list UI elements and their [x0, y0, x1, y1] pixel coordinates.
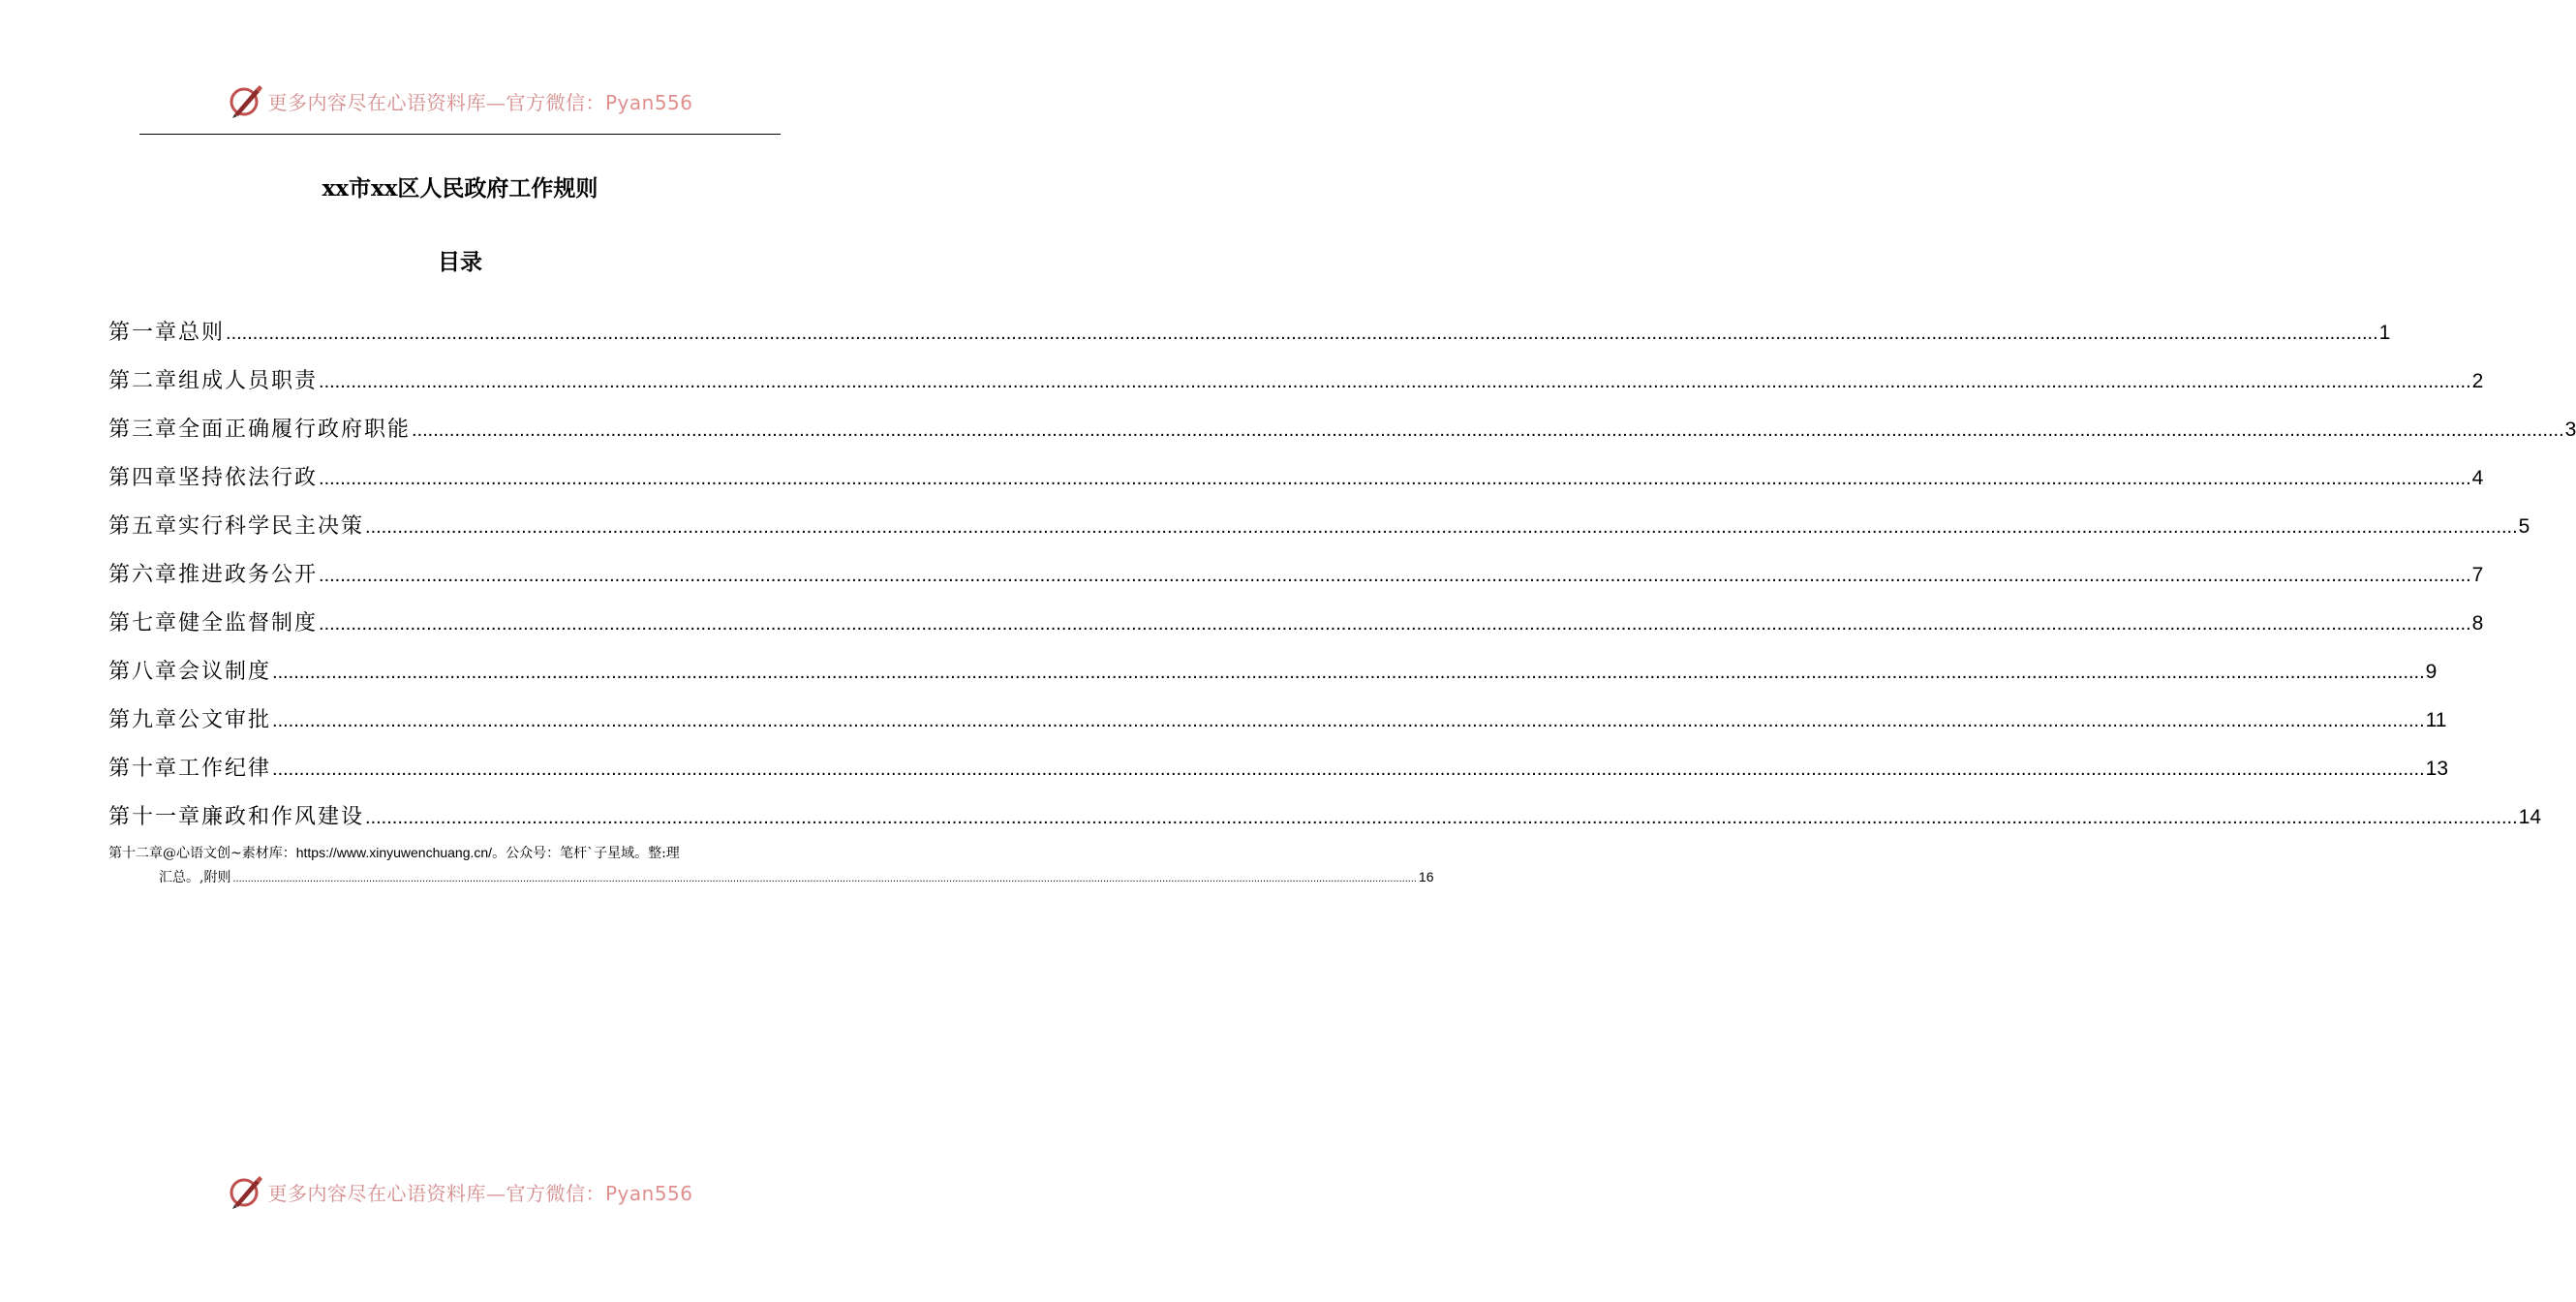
toc-entry[interactable] — [108, 703, 2447, 752]
website-link-text: https://www.xinyuwenchuang.cn/ — [295, 845, 493, 860]
toc-entry-label: 第一章总则 — [108, 321, 226, 345]
toc-entry-label: 第八章会议制度 — [108, 660, 272, 684]
toc-entry[interactable] — [108, 510, 2530, 558]
toc-entry-label: 第九章公文审批 — [108, 708, 272, 732]
toc-entry-label: 第四章坚持依法行政 — [108, 466, 319, 490]
banner-text: 更多内容尽在心语资料库—官方微信：Pyan556 — [267, 90, 693, 114]
toc-entry-page: 11 — [2425, 709, 2447, 731]
toc-leader-dots: ................................................................................................................................................................................................................................................................................................................................................................................................................ — [319, 613, 2471, 635]
toc-leader-dots: ................................................................................................................................................................................................................................................................................................................................................................................................................ — [272, 759, 2425, 780]
toc-entry-page: 7 — [2471, 564, 2484, 586]
toc-entry-page: 4 — [2471, 467, 2484, 489]
toc-entry-label: 第三章全面正确履行政府职能 — [108, 418, 412, 442]
toc-entry-label: 第七章健全监督制度 — [108, 611, 319, 636]
toc-last-line2 — [108, 865, 1434, 890]
toc-heading: 目录 — [438, 249, 482, 275]
toc-entry-label: 第十一章廉政和作风建设 — [108, 805, 365, 829]
toc-entry-page: 2 — [2471, 370, 2484, 392]
toc-entry[interactable] — [108, 461, 2484, 510]
pen-circle-logo-icon — [227, 81, 265, 120]
toc-leader-dots: ................................................................................................................................................................................................................................................................................................................................................................................................................ — [319, 565, 2471, 586]
toc-entry-last[interactable] — [108, 841, 1434, 890]
footer-watermark-banner — [0, 1170, 920, 1213]
document-title: xx市xx区人民政府工作规则 — [322, 175, 598, 202]
toc-entry[interactable] — [108, 364, 2484, 413]
toc-entry-label: 汇总。,附则 — [159, 870, 231, 885]
toc-entry-page: 13 — [2425, 758, 2449, 780]
toc-leader-dots: ................................................................................................................................................................................................................................................................................................................................................................................................................ — [365, 807, 2518, 828]
banner-text: 更多内容尽在心语资料库—官方微信：Pyan556 — [267, 1181, 693, 1205]
header-watermark-banner — [0, 79, 920, 122]
pen-circle-logo-icon — [227, 1172, 265, 1211]
toc-leader-dots: ................................................................................................................................................................................................................................................................................................................................................................................................................ — [232, 873, 1417, 884]
toc-entry[interactable] — [108, 558, 2484, 606]
toc-entry-page: 9 — [2425, 661, 2438, 683]
toc-entry[interactable] — [108, 752, 2449, 800]
toc-leader-dots: ................................................................................................................................................................................................................................................................................................................................................................................................................ — [319, 371, 2471, 392]
toc-entry-label: 第十章工作纪律 — [108, 757, 272, 781]
toc-entry-page: 3 — [2564, 418, 2576, 441]
toc-entry[interactable] — [108, 316, 2391, 364]
toc-entry-label: 第二章组成人员职责 — [108, 369, 319, 393]
toc-entry-page: 5 — [2518, 515, 2530, 538]
toc-entry-page: 14 — [2518, 806, 2542, 828]
toc-entry[interactable] — [108, 606, 2484, 655]
toc-leader-dots: ................................................................................................................................................................................................................................................................................................................................................................................................................ — [272, 710, 2425, 731]
toc-entry-label: 第五章实行科学民主决策 — [108, 514, 365, 539]
toc-leader-dots: ................................................................................................................................................................................................................................................................................................................................................................................................................ — [319, 468, 2471, 489]
toc-leader-dots: ................................................................................................................................................................................................................................................................................................................................................................................................................ — [365, 516, 2518, 538]
table-of-contents — [108, 316, 2576, 849]
toc-leader-dots: ................................................................................................................................................................................................................................................................................................................................................................................................................ — [412, 419, 2564, 441]
toc-leader-dots: ................................................................................................................................................................................................................................................................................................................................................................................................................ — [226, 323, 2378, 344]
toc-entry[interactable] — [108, 655, 2438, 703]
toc-entry-page: 8 — [2471, 612, 2484, 635]
toc-last-line1: 第十二章@心语文创~素材库：https://www.xinyuwenchuang.cn/。公众号：笔杆`子星域。整:理 — [108, 845, 680, 861]
toc-leader-dots: ................................................................................................................................................................................................................................................................................................................................................................................................................ — [272, 662, 2425, 683]
toc-entry-page: 16 — [1418, 869, 1434, 884]
toc-entry-label: 第六章推进政务公开 — [108, 563, 319, 587]
toc-entry-page: 1 — [2378, 322, 2391, 344]
toc-entry[interactable] — [108, 413, 2576, 461]
header-rule — [139, 134, 781, 135]
